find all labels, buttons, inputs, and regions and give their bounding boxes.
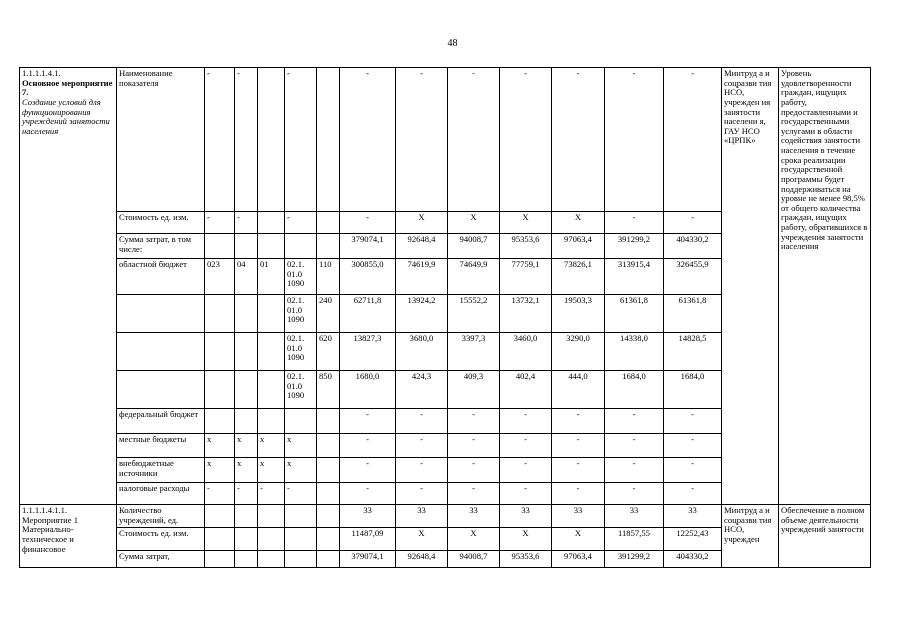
cell-pr xyxy=(258,295,285,333)
cell-pr xyxy=(258,409,285,434)
block2-title: Мероприятие 1 Материально-техническое и финансовое xyxy=(22,514,78,554)
cell-v3: 15552,2 xyxy=(448,295,500,333)
cell-csr: 02.1. 01.0 1090 xyxy=(285,259,317,295)
cell-v1: - xyxy=(340,212,396,234)
cell-vr xyxy=(317,528,340,551)
row-label: областной бюджет xyxy=(117,259,205,295)
cell-grbs xyxy=(205,333,235,371)
cell-v7: 404330,2 xyxy=(664,551,722,568)
row-label xyxy=(117,371,205,409)
cell-v6: 313915,4 xyxy=(605,259,664,295)
cell-pr xyxy=(258,68,285,212)
cell-v6: 14338,0 xyxy=(605,333,664,371)
cell-vr xyxy=(317,234,340,259)
row-label: федеральный бюджет xyxy=(117,409,205,434)
cell-v2: - xyxy=(396,483,448,505)
cell-v5: - xyxy=(552,434,605,458)
row-label: Сумма затрат, xyxy=(117,551,205,568)
cell-rz xyxy=(235,295,258,333)
cell-vr xyxy=(317,458,340,483)
cell-vr xyxy=(317,551,340,568)
cell-vr xyxy=(317,505,340,528)
cell-v2: 13924,2 xyxy=(396,295,448,333)
cell-v1: 1680,0 xyxy=(340,371,396,409)
cell-v2: 74619,9 xyxy=(396,259,448,295)
cell-v1: 300855,0 xyxy=(340,259,396,295)
cell-v1: 379074,1 xyxy=(340,234,396,259)
cell-v4: - xyxy=(500,409,552,434)
cell-grbs: х xyxy=(205,458,235,483)
cell-vr: 240 xyxy=(317,295,340,333)
cell-pr xyxy=(258,551,285,568)
cell-v3: X xyxy=(448,528,500,551)
cell-v5: 73826,1 xyxy=(552,259,605,295)
cell-vr xyxy=(317,68,340,212)
cell-pr xyxy=(258,528,285,551)
cell-v3: 94008,7 xyxy=(448,551,500,568)
cell-v5: 97063,4 xyxy=(552,234,605,259)
cell-csr: х xyxy=(285,434,317,458)
block1-executor: Минтруд а и соцразви тия НСО, учрежден ия занятости населени я, ГАУ НСО «ЦРПК» xyxy=(722,68,779,505)
cell-v4: - xyxy=(500,434,552,458)
cell-grbs: х xyxy=(205,434,235,458)
cell-v4: 77759,1 xyxy=(500,259,552,295)
cell-csr xyxy=(285,505,317,528)
row-label: Сумма затрат, в том числе: xyxy=(117,234,205,259)
cell-rz xyxy=(235,505,258,528)
cell-rz xyxy=(235,234,258,259)
cell-v5: - xyxy=(552,68,605,212)
cell-v4: - xyxy=(500,68,552,212)
row-label: местные бюджеты xyxy=(117,434,205,458)
cell-v6: 33 xyxy=(605,505,664,528)
cell-v2: - xyxy=(396,68,448,212)
cell-rz xyxy=(235,333,258,371)
cell-pr: 01 xyxy=(258,259,285,295)
cell-grbs: - xyxy=(205,212,235,234)
cell-v1: 62711,8 xyxy=(340,295,396,333)
cell-rz xyxy=(235,371,258,409)
cell-v4: 95353,6 xyxy=(500,551,552,568)
cell-vr: 110 xyxy=(317,259,340,295)
cell-v6: - xyxy=(605,68,664,212)
row-label: Стоимость ед. изм. xyxy=(117,212,205,234)
cell-v6: - xyxy=(605,434,664,458)
cell-rz xyxy=(235,409,258,434)
cell-v7: 61361,8 xyxy=(664,295,722,333)
cell-v6: - xyxy=(605,458,664,483)
cell-csr xyxy=(285,234,317,259)
cell-pr xyxy=(258,212,285,234)
cell-v2: X xyxy=(396,528,448,551)
cell-grbs: - xyxy=(205,68,235,212)
row-label: налоговые расходы xyxy=(117,483,205,505)
cell-v2: 424,3 xyxy=(396,371,448,409)
cell-v2: 92648,4 xyxy=(396,551,448,568)
block2-code: 1.1.1.1.4.1.1. xyxy=(22,505,68,515)
cell-v6: - xyxy=(605,409,664,434)
cell-csr xyxy=(285,551,317,568)
cell-grbs: - xyxy=(205,483,235,505)
block1-code: 1.1.1.1.4.1. xyxy=(22,68,61,78)
cell-v4: X xyxy=(500,528,552,551)
cell-v4: 3460,0 xyxy=(500,333,552,371)
cell-v3: 74649,9 xyxy=(448,259,500,295)
table-row xyxy=(20,68,871,212)
cell-vr: 850 xyxy=(317,371,340,409)
block1-title-cell xyxy=(20,68,117,505)
cell-grbs xyxy=(205,409,235,434)
cell-v6: - xyxy=(605,212,664,234)
cell-v4: 402,4 xyxy=(500,371,552,409)
row-label xyxy=(117,333,205,371)
cell-v6: 1684,0 xyxy=(605,371,664,409)
cell-v6: 11857,55 xyxy=(605,528,664,551)
block2-result: Обеспечение в полном объеме деятельности учреждений занятости xyxy=(779,505,871,568)
cell-vr xyxy=(317,434,340,458)
cell-v7: 14828,5 xyxy=(664,333,722,371)
cell-rz: х xyxy=(235,434,258,458)
cell-v1: - xyxy=(340,409,396,434)
block2-executor: Минтруд а и соцразви тия НСО, учрежден xyxy=(722,505,779,568)
cell-v1: - xyxy=(340,483,396,505)
cell-v7: - xyxy=(664,409,722,434)
cell-v3: - xyxy=(448,458,500,483)
cell-vr xyxy=(317,483,340,505)
row-label xyxy=(117,295,205,333)
cell-grbs xyxy=(205,371,235,409)
cell-v4: 33 xyxy=(500,505,552,528)
cell-grbs xyxy=(205,505,235,528)
cell-rz xyxy=(235,528,258,551)
cell-v1: 33 xyxy=(340,505,396,528)
row-label: Количество учреждений, ед. xyxy=(117,505,205,528)
cell-csr: 02.1. 01.0 1090 xyxy=(285,333,317,371)
cell-v5: X xyxy=(552,212,605,234)
cell-v5: 19503,3 xyxy=(552,295,605,333)
cell-rz: - xyxy=(235,68,258,212)
cell-v7: - xyxy=(664,483,722,505)
cell-v2: - xyxy=(396,434,448,458)
page-number: 48 xyxy=(447,38,458,49)
cell-csr: - xyxy=(285,483,317,505)
block1-result: Уровень удовлетворенности граждан, ищущих работу, предоставленными и государственными услугами в области содействия занятости населения в течение срока реализации государственной программы будет поддерживаться на уровне не менее 98,5% от общего количества граждан, ищущих работу, обратившихся в учреждения занятости населения xyxy=(779,68,871,505)
row-label: Наименование показателя xyxy=(117,68,205,212)
cell-v6: - xyxy=(605,483,664,505)
cell-v1: 379074,1 xyxy=(340,551,396,568)
cell-v5: X xyxy=(552,528,605,551)
cell-v3: 3397,3 xyxy=(448,333,500,371)
cell-v5: - xyxy=(552,409,605,434)
cell-v5: - xyxy=(552,458,605,483)
block1-subtitle: Создание условий для функционирования учреждений занятости населения xyxy=(22,96,110,136)
cell-v6: 391299,2 xyxy=(605,234,664,259)
cell-vr: 620 xyxy=(317,333,340,371)
cell-v2: X xyxy=(396,212,448,234)
cell-v1: - xyxy=(340,458,396,483)
cell-v3: 94008,7 xyxy=(448,234,500,259)
cell-v7: - xyxy=(664,68,722,212)
cell-v7: - xyxy=(664,212,722,234)
cell-v1: 11487,09 xyxy=(340,528,396,551)
block2-title-cell xyxy=(20,505,117,568)
row-label: внебюджетные источники xyxy=(117,458,205,483)
cell-v2: 92648,4 xyxy=(396,234,448,259)
cell-v7: 33 xyxy=(664,505,722,528)
cell-v7: 1684,0 xyxy=(664,371,722,409)
program-table xyxy=(19,67,871,568)
cell-pr xyxy=(258,371,285,409)
cell-v4: 95353,6 xyxy=(500,234,552,259)
cell-v7: 12252,43 xyxy=(664,528,722,551)
cell-v7: - xyxy=(664,434,722,458)
cell-rz: - xyxy=(235,483,258,505)
cell-v4: - xyxy=(500,458,552,483)
cell-grbs xyxy=(205,234,235,259)
cell-csr: х xyxy=(285,458,317,483)
cell-pr xyxy=(258,505,285,528)
cell-v5: 97063,4 xyxy=(552,551,605,568)
cell-pr xyxy=(258,333,285,371)
cell-grbs xyxy=(205,551,235,568)
cell-v7: 404330,2 xyxy=(664,234,722,259)
cell-csr xyxy=(285,409,317,434)
cell-csr: - xyxy=(285,68,317,212)
cell-csr: - xyxy=(285,212,317,234)
cell-v7: 326455,9 xyxy=(664,259,722,295)
cell-v6: 391299,2 xyxy=(605,551,664,568)
block1-title: Основное мероприятие 7. xyxy=(22,77,113,98)
cell-v1: 13827,3 xyxy=(340,333,396,371)
cell-rz: х xyxy=(235,458,258,483)
cell-rz: - xyxy=(235,212,258,234)
cell-v3: 33 xyxy=(448,505,500,528)
cell-v3: X xyxy=(448,212,500,234)
cell-v3: - xyxy=(448,68,500,212)
cell-csr: 02.1. 01.0 1090 xyxy=(285,371,317,409)
cell-v3: - xyxy=(448,434,500,458)
cell-v4: X xyxy=(500,212,552,234)
cell-v6: 61361,8 xyxy=(605,295,664,333)
cell-pr xyxy=(258,234,285,259)
cell-v5: 3290,0 xyxy=(552,333,605,371)
cell-grbs xyxy=(205,295,235,333)
cell-pr: х xyxy=(258,434,285,458)
table-row xyxy=(20,505,871,528)
cell-v4: 13732,1 xyxy=(500,295,552,333)
cell-v7: - xyxy=(664,458,722,483)
cell-grbs: 023 xyxy=(205,259,235,295)
cell-v2: 3680,0 xyxy=(396,333,448,371)
cell-v2: - xyxy=(396,409,448,434)
cell-csr xyxy=(285,528,317,551)
cell-v1: - xyxy=(340,434,396,458)
cell-rz: 04 xyxy=(235,259,258,295)
cell-v1: - xyxy=(340,68,396,212)
cell-v3: 409,3 xyxy=(448,371,500,409)
cell-v3: - xyxy=(448,483,500,505)
cell-v3: - xyxy=(448,409,500,434)
cell-v5: 33 xyxy=(552,505,605,528)
cell-v2: 33 xyxy=(396,505,448,528)
cell-v5: - xyxy=(552,483,605,505)
cell-csr: 02.1. 01.0 1090 xyxy=(285,295,317,333)
cell-pr: - xyxy=(258,483,285,505)
cell-v5: 444,0 xyxy=(552,371,605,409)
row-label: Стоимость ед. изм. xyxy=(117,528,205,551)
cell-vr xyxy=(317,212,340,234)
cell-vr xyxy=(317,409,340,434)
cell-v2: - xyxy=(396,458,448,483)
cell-rz xyxy=(235,551,258,568)
cell-v4: - xyxy=(500,483,552,505)
cell-pr: х xyxy=(258,458,285,483)
cell-grbs xyxy=(205,528,235,551)
